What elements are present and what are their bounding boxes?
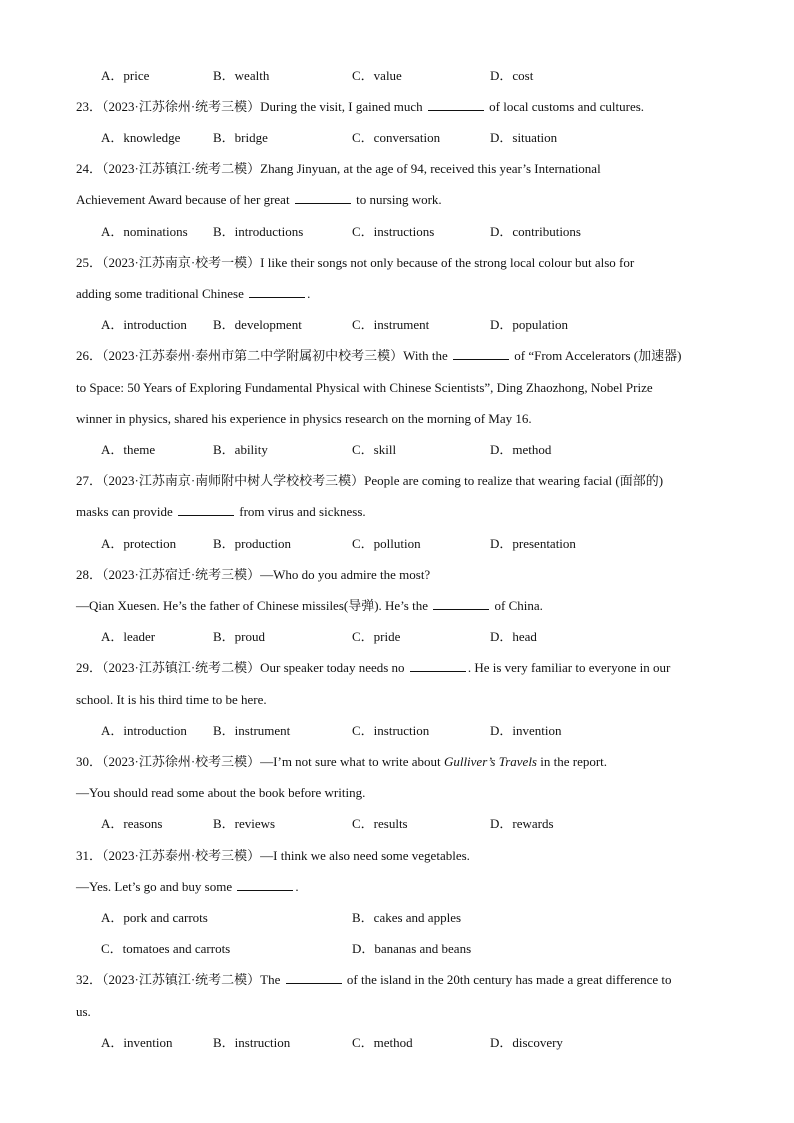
answer-blank[interactable]	[249, 285, 305, 298]
question-text: of “From Accelerators (加速器)	[511, 348, 682, 363]
answer-option[interactable]: D．presentation	[490, 536, 576, 551]
question-text-line	[76, 597, 543, 615]
answer-option[interactable]: C．results	[352, 816, 408, 831]
question-text-line	[76, 410, 532, 428]
question-text: to Space: 50 Years of Exploring Fundamental Physical with Chinese Scientists”, Ding Zhaozhong, Nobel Prize	[76, 380, 653, 395]
question-text-line	[76, 971, 672, 989]
answer-blank[interactable]	[286, 971, 342, 984]
question-text-line	[76, 753, 607, 771]
question-text-line	[76, 160, 601, 178]
answer-option[interactable]: B．ability	[213, 442, 268, 457]
answer-option[interactable]: A．nominations	[101, 224, 188, 239]
answer-option[interactable]: C．instructions	[352, 224, 435, 239]
question-text: from virus and sickness.	[236, 504, 366, 519]
answer-option[interactable]: C．instrument	[352, 317, 430, 332]
answer-option[interactable]: D．head	[490, 629, 537, 644]
answer-option[interactable]: D．discovery	[490, 1035, 563, 1050]
question-text-line	[76, 784, 365, 802]
answer-option[interactable]: B．introductions	[213, 224, 304, 239]
answer-option[interactable]: A．pork and carrots	[101, 910, 208, 925]
question-text: 29．（2023·江苏镇江·统考二模）Our speaker today needs no	[76, 660, 408, 675]
question-text: 25．（2023·江苏南京·校考一模）I like their songs not only because of the strong local colour but also for	[76, 255, 635, 270]
answer-option[interactable]: C．pollution	[352, 536, 421, 551]
answer-option[interactable]: C．skill	[352, 442, 397, 457]
question-text: 24．（2023·江苏镇江·统考二模）Zhang Jinyuan, at the age of 94, received this year’s International	[76, 161, 601, 176]
question-text-line	[76, 191, 442, 209]
question-text: 28．（2023·江苏宿迁·统考三模）—Who do you admire the most?	[76, 567, 431, 582]
question-text: winner in physics, shared his experience in physics research on the morning of May 16.	[76, 411, 532, 426]
question-text: us.	[76, 1004, 91, 1019]
question-text: 26．（2023·江苏泰州·泰州市第二中学附属初中校考三模）With the	[76, 348, 452, 363]
question-text: —Yes. Let’s go and buy some	[76, 879, 236, 894]
question-text: of China.	[491, 598, 543, 613]
answer-option[interactable]: A．protection	[101, 536, 177, 551]
question-text-line	[76, 285, 310, 303]
answer-blank[interactable]	[295, 191, 351, 204]
question-text: .	[295, 879, 299, 894]
answer-blank[interactable]	[237, 878, 293, 891]
question-text: of local customs and cultures.	[485, 99, 645, 114]
answer-option[interactable]: C．pride	[352, 629, 401, 644]
question-text: of the island in the 20th century has made a great difference to	[343, 972, 672, 987]
answer-blank[interactable]	[428, 98, 484, 111]
question-text-line	[76, 847, 470, 865]
answer-option[interactable]: D．situation	[490, 130, 558, 145]
answer-option[interactable]: A．theme	[101, 442, 156, 457]
answer-option[interactable]: B．production	[213, 536, 291, 551]
answer-option[interactable]: C．instruction	[352, 723, 430, 738]
question-text: adding some traditional Chinese	[76, 286, 248, 301]
answer-option[interactable]: C．method	[352, 1035, 413, 1050]
question-text-line	[76, 659, 670, 677]
answer-option[interactable]: C．conversation	[352, 130, 441, 145]
answer-option[interactable]: B．instrument	[213, 723, 291, 738]
answer-option[interactable]: A．invention	[101, 1035, 173, 1050]
question-text: school. It is his third time to be here.	[76, 692, 267, 707]
answer-option[interactable]: B．wealth	[213, 68, 270, 83]
answer-blank[interactable]	[178, 503, 234, 516]
answer-option[interactable]: D．invention	[490, 723, 562, 738]
answer-option[interactable]: A．introduction	[101, 317, 187, 332]
question-text-line	[76, 878, 299, 896]
answer-blank[interactable]	[453, 347, 509, 360]
answer-option[interactable]: D．contributions	[490, 224, 581, 239]
question-text-line	[76, 254, 634, 272]
book-title-text: Gulliver’s Travels	[443, 754, 537, 769]
answer-option[interactable]: D．method	[490, 442, 552, 457]
answer-option[interactable]: C．tomatoes and carrots	[101, 941, 231, 956]
question-text: masks can provide	[76, 504, 177, 519]
question-text: 30．（2023·江苏徐州·校考三模）—I’m not sure what to write about	[76, 754, 444, 769]
question-text: .	[307, 286, 311, 301]
answer-option[interactable]: A．price	[101, 68, 150, 83]
answer-option[interactable]: C．value	[352, 68, 402, 83]
answer-option[interactable]: D．rewards	[490, 816, 554, 831]
question-text: 27．（2023·江苏南京·南师附中树人学校校考三模）People are coming to realize that wearing facial (面部的)	[76, 473, 664, 488]
answer-option[interactable]: D．bananas and beans	[352, 941, 472, 956]
question-text-line	[76, 1003, 91, 1021]
answer-option[interactable]: B．bridge	[213, 130, 268, 145]
answer-option[interactable]: A．leader	[101, 629, 156, 644]
question-text: 32．（2023·江苏镇江·统考二模）The	[76, 972, 284, 987]
question-text-line	[76, 503, 366, 521]
question-text: Achievement Award because of her great	[76, 192, 293, 207]
answer-option[interactable]: A．knowledge	[101, 130, 181, 145]
answer-option[interactable]: A．reasons	[101, 816, 163, 831]
question-text: 31．（2023·江苏泰州·校考三模）—I think we also need some vegetables.	[76, 848, 470, 863]
question-text-line	[76, 98, 644, 116]
question-text: in the report.	[537, 754, 608, 769]
answer-blank[interactable]	[410, 659, 466, 672]
answer-option[interactable]: B．instruction	[213, 1035, 291, 1050]
answer-option[interactable]: D．cost	[490, 68, 534, 83]
question-text-line	[76, 379, 653, 397]
answer-blank[interactable]	[433, 597, 489, 610]
question-text-line	[76, 691, 267, 709]
question-text-line	[76, 472, 663, 490]
answer-option[interactable]: B．development	[213, 317, 302, 332]
answer-option[interactable]: B．reviews	[213, 816, 276, 831]
answer-option[interactable]: A．introduction	[101, 723, 187, 738]
answer-option[interactable]: B．cakes and apples	[352, 910, 462, 925]
question-text: —Qian Xuesen. He’s the father of Chinese missiles(导弹). He’s the	[76, 598, 432, 613]
answer-option[interactable]: D．population	[490, 317, 568, 332]
question-text-line	[76, 347, 681, 365]
question-text: . He is very familiar to everyone in our	[467, 660, 671, 675]
question-text: —You should read some about the book before writing.	[76, 785, 366, 800]
question-text: 23．（2023·江苏徐州·统考三模）During the visit, I gained much	[76, 99, 426, 114]
question-text-line	[76, 566, 430, 584]
question-text: to nursing work.	[352, 192, 442, 207]
answer-option[interactable]: B．proud	[213, 629, 266, 644]
